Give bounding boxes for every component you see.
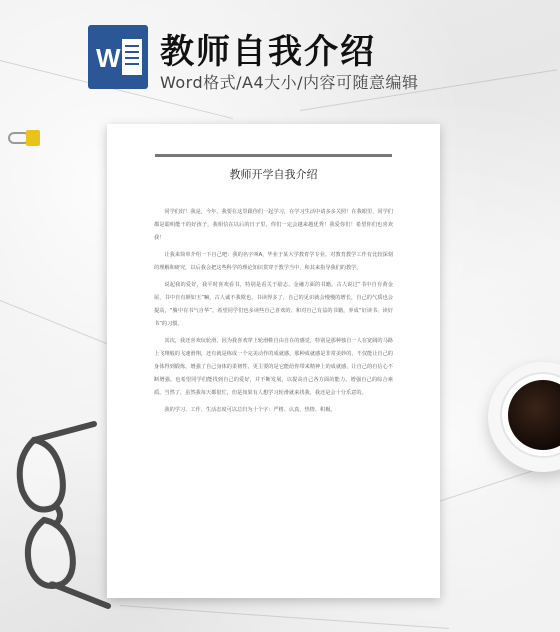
binder-clip-icon	[8, 128, 44, 148]
page-title: 教师自我介绍	[160, 32, 376, 72]
document-paragraph: 让我来简单介绍一下自己吧：我的名字叫A，毕业于某大学教育学专业。对教育教学工作有比较深刻的理解和研究，以后我会把这些科学的理论知识贯穿于教学当中，和其来指导我们的教学。	[154, 252, 393, 271]
marble-vein	[120, 605, 449, 629]
document-page	[107, 124, 440, 598]
document-sheet-icon	[122, 39, 142, 75]
document-body	[154, 206, 393, 421]
document-paragraph: 同学们好！我是​，今年，我要在这里跟你们一起学习，在学习生活中请多多关照！在我眼里，同学们都是聪明能干的好孩子，我相信在以后的日子里，你们一定会越来越优秀！我爱你们！希望你们也喜欢我！	[154, 209, 393, 241]
word-logo-letter: W	[96, 43, 121, 73]
document-title: 教师开学自我介绍	[229, 168, 318, 181]
document-paragraph: 我的学习、工作、生活态度可以总归为十个字：严格、认真、热情、积极。	[164, 407, 336, 413]
document-paragraph: 其次，我还喜欢玩轮滑，因为我喜欢穿上轮滑鞋自由自在的感觉，特别是那种独自一人在宽阔的马路上飞翔般的飞速滑翔，还有就是练成一个完美动作的成就感，那种成就感是非常美妙的，不仅能让自己的身体得到锻炼，增强了自己身体的柔韧性，更主要的是它能给你带来精神上的成就感，让自己的自信心不断增强。也希望同学们能找到自己的爱好，并不断发展，以提高自己各方面的能力，增强自己的综合素质。当然了，虽然我每天都很忙，但是如果有人想学习轮滑就来找我，我还是会十分乐意的。	[154, 338, 393, 396]
word-logo-icon	[88, 25, 148, 89]
document-paragraph: 说起我的爱好，我平时喜欢看书，特别是看关于励志、金融方面的书籍。古人说过“书中自有黄金屋，书中自有颜如玉”嘛，古人诚不我欺也，书读得多了，自己的见识就会慢慢的增长，自己的气质也会提高，“腹中有书气自华”。希望同学们也多读些自己喜欢的、和对自己有益的书籍，养成“好读书、读好书”的习惯。	[154, 282, 393, 327]
page-subtitle: Word格式/A4大小/内容可随意编辑	[160, 73, 419, 92]
eyeglasses-icon	[4, 420, 114, 610]
document-header-rule	[155, 154, 392, 157]
